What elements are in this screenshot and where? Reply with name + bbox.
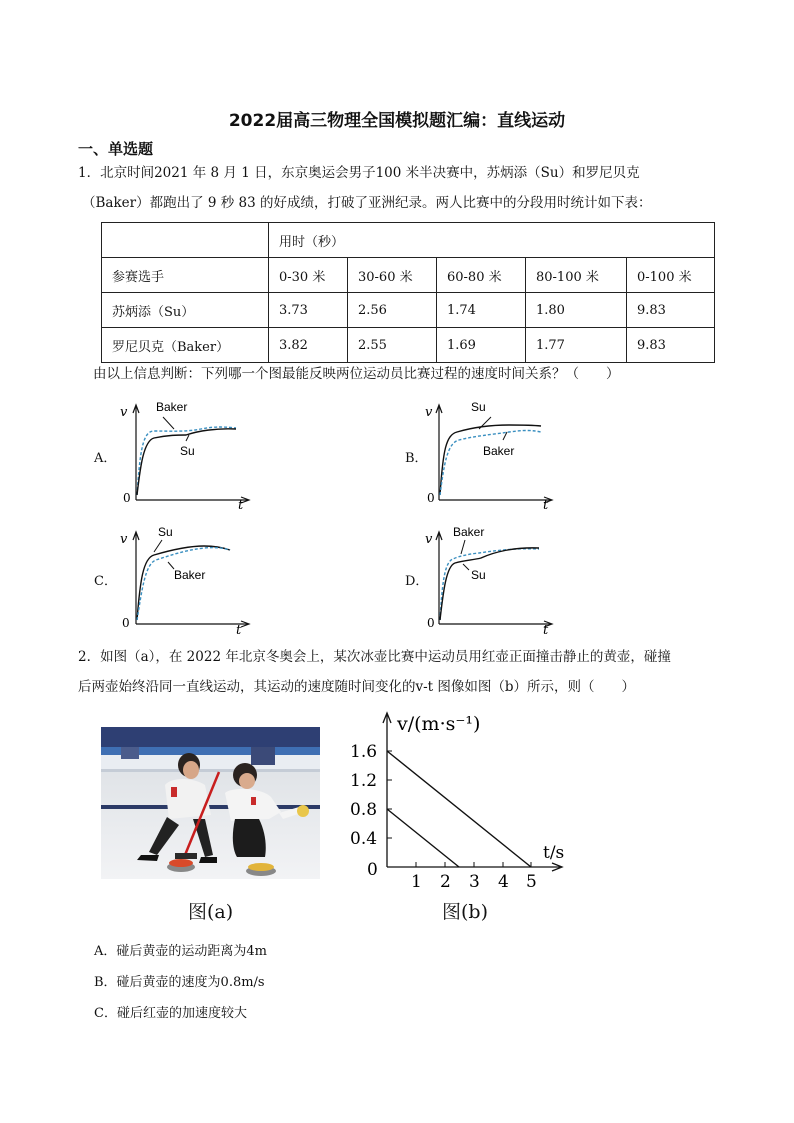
option-a-vt-graph[interactable] <box>116 395 256 510</box>
su-curve <box>137 546 230 620</box>
y-ticks <box>387 751 392 838</box>
y-tick-label: 1.6 <box>350 742 378 762</box>
curve-label-bottom: Su <box>180 444 195 458</box>
time-cell: 1.74 <box>437 293 526 328</box>
curve-label-bottom: Su <box>471 568 486 582</box>
figure-b-vt-graph <box>345 705 575 890</box>
origin-label: 0 <box>367 860 378 880</box>
x-tick-label: 2 <box>440 872 451 890</box>
segment-header-cell: 0-100 米 <box>627 258 715 293</box>
origin-label: 0 <box>427 491 435 505</box>
origin-label: 0 <box>123 491 131 505</box>
baker-curve <box>137 427 236 495</box>
table-row <box>102 258 715 293</box>
option-c-vt-graph[interactable] <box>116 522 256 637</box>
question-2-line-1: 2．如图（a），在 2022 年北京冬奥会上，某次冰壶比赛中运动员用红壶正面撞击静止的黄壶，碰撞 <box>78 649 671 665</box>
time-cell: 1.80 <box>526 293 627 328</box>
figure-b-caption: 图(b) <box>442 901 488 923</box>
segment-header-cell: 80-100 米 <box>526 258 627 293</box>
t-axis-label: t/s <box>543 843 565 863</box>
time-cell: 1.69 <box>437 328 526 363</box>
question-1-line-1: 1．北京时间2021 年 8 月 1 日，东京奥运会男子100 米半决赛中，苏炳添（Su）和罗尼贝克 <box>78 165 640 181</box>
baker-curve <box>137 548 230 620</box>
option-d-vt-graph[interactable] <box>419 522 559 637</box>
curve-label-bottom: Baker <box>174 568 206 582</box>
question-2-line-2: 后两壶始终沿同一直线运动，其运动的速度随时间变化的v-t 图像如图（b）所示，则（ ） <box>78 679 636 695</box>
question-1-line-2: （Baker）都跑出了 9 秒 83 的好成绩，打破了亚洲纪录。两人比赛中的分段用时统计如下表： <box>82 195 652 211</box>
option-b-label[interactable]: B． <box>405 451 428 466</box>
t-axis-label: t <box>543 498 549 510</box>
x-tick-label: 1 <box>411 872 422 890</box>
leader-line <box>461 540 465 554</box>
curve-label-top: Su <box>158 525 173 539</box>
time-cell: 1.77 <box>526 328 627 363</box>
time-cell: 3.73 <box>269 293 348 328</box>
segment-header-cell: 30-60 米 <box>348 258 437 293</box>
option-b-vt-graph[interactable] <box>419 395 559 510</box>
t-axis-label: t <box>543 623 549 637</box>
y-tick-label: 1.2 <box>350 771 378 791</box>
leader-line <box>163 417 174 429</box>
option-c-label[interactable]: C． <box>94 574 117 589</box>
t-axis-label: t <box>236 623 242 637</box>
player-header-cell: 参赛选手 <box>102 258 269 293</box>
player-name-cell: 罗尼贝克（Baker） <box>102 328 269 363</box>
curve-label-top: Su <box>471 400 486 414</box>
answer-option-a[interactable]: A．碰后黄壶的运动距离为4m <box>94 944 267 959</box>
answer-option-b[interactable]: B．碰后黄壶的速度为0.8m/s <box>94 975 265 990</box>
page-title: 2022届高三物理全国模拟题汇编：直线运动 <box>228 111 566 131</box>
table-cell <box>102 223 269 258</box>
time-cell: 2.55 <box>348 328 437 363</box>
baker-curve <box>440 549 539 620</box>
table-row <box>102 293 715 328</box>
leader-line <box>479 417 491 429</box>
section-heading: 一、单选题 <box>78 140 154 158</box>
yellow-stone-line <box>387 809 459 867</box>
time-cell: 2.56 <box>348 293 437 328</box>
leader-line <box>463 564 469 570</box>
option-a-label[interactable]: A． <box>94 451 117 466</box>
v-axis-label: v/(m·s⁻¹) <box>397 713 481 735</box>
x-tick-label: 3 <box>469 872 480 890</box>
curve-label-bottom: Baker <box>483 444 515 458</box>
time-cell: 3.82 <box>269 328 348 363</box>
leader-line <box>186 435 189 441</box>
v-axis-label: v <box>425 532 433 547</box>
time-cell: 9.83 <box>627 328 715 363</box>
time-cell: 9.83 <box>627 293 715 328</box>
figure-a-caption: 图(a) <box>188 901 234 923</box>
leader-line <box>154 540 162 552</box>
red-stone-line <box>387 751 531 867</box>
curve-label-top: Baker <box>453 525 485 539</box>
time-header-cell: 用时（秒） <box>269 223 715 258</box>
table-row <box>102 328 715 363</box>
segment-header-cell: 60-80 米 <box>437 258 526 293</box>
curve-label-top: Baker <box>156 400 188 414</box>
x-tick-label: 4 <box>498 872 509 890</box>
x-ticks <box>416 862 531 867</box>
x-tick-label: 5 <box>526 872 537 890</box>
v-axis-label: v <box>120 405 128 420</box>
player-name-cell: 苏炳添（Su） <box>102 293 269 328</box>
question-1-prompt: 由以上信息判断：下列哪一个图最能反映两位运动员比赛过程的速度时间关系？（ ） <box>93 366 620 382</box>
su-curve <box>440 425 541 495</box>
v-axis-label: v <box>425 405 433 420</box>
y-tick-label: 0.4 <box>350 829 378 849</box>
curling-photo <box>101 727 320 879</box>
segment-header-cell: 0-30 米 <box>269 258 348 293</box>
split-time-table <box>101 222 715 363</box>
origin-label: 0 <box>427 616 435 630</box>
answer-option-c[interactable]: C．碰后红壶的加速度较大 <box>94 1006 247 1021</box>
baker-curve <box>440 431 541 496</box>
y-tick-label: 0.8 <box>350 800 378 820</box>
table-row <box>102 223 715 258</box>
su-curve <box>137 429 236 495</box>
origin-label: 0 <box>122 616 130 630</box>
option-d-label[interactable]: D． <box>405 574 429 589</box>
t-axis-label: t <box>238 498 244 510</box>
v-axis-label: v <box>120 532 128 547</box>
